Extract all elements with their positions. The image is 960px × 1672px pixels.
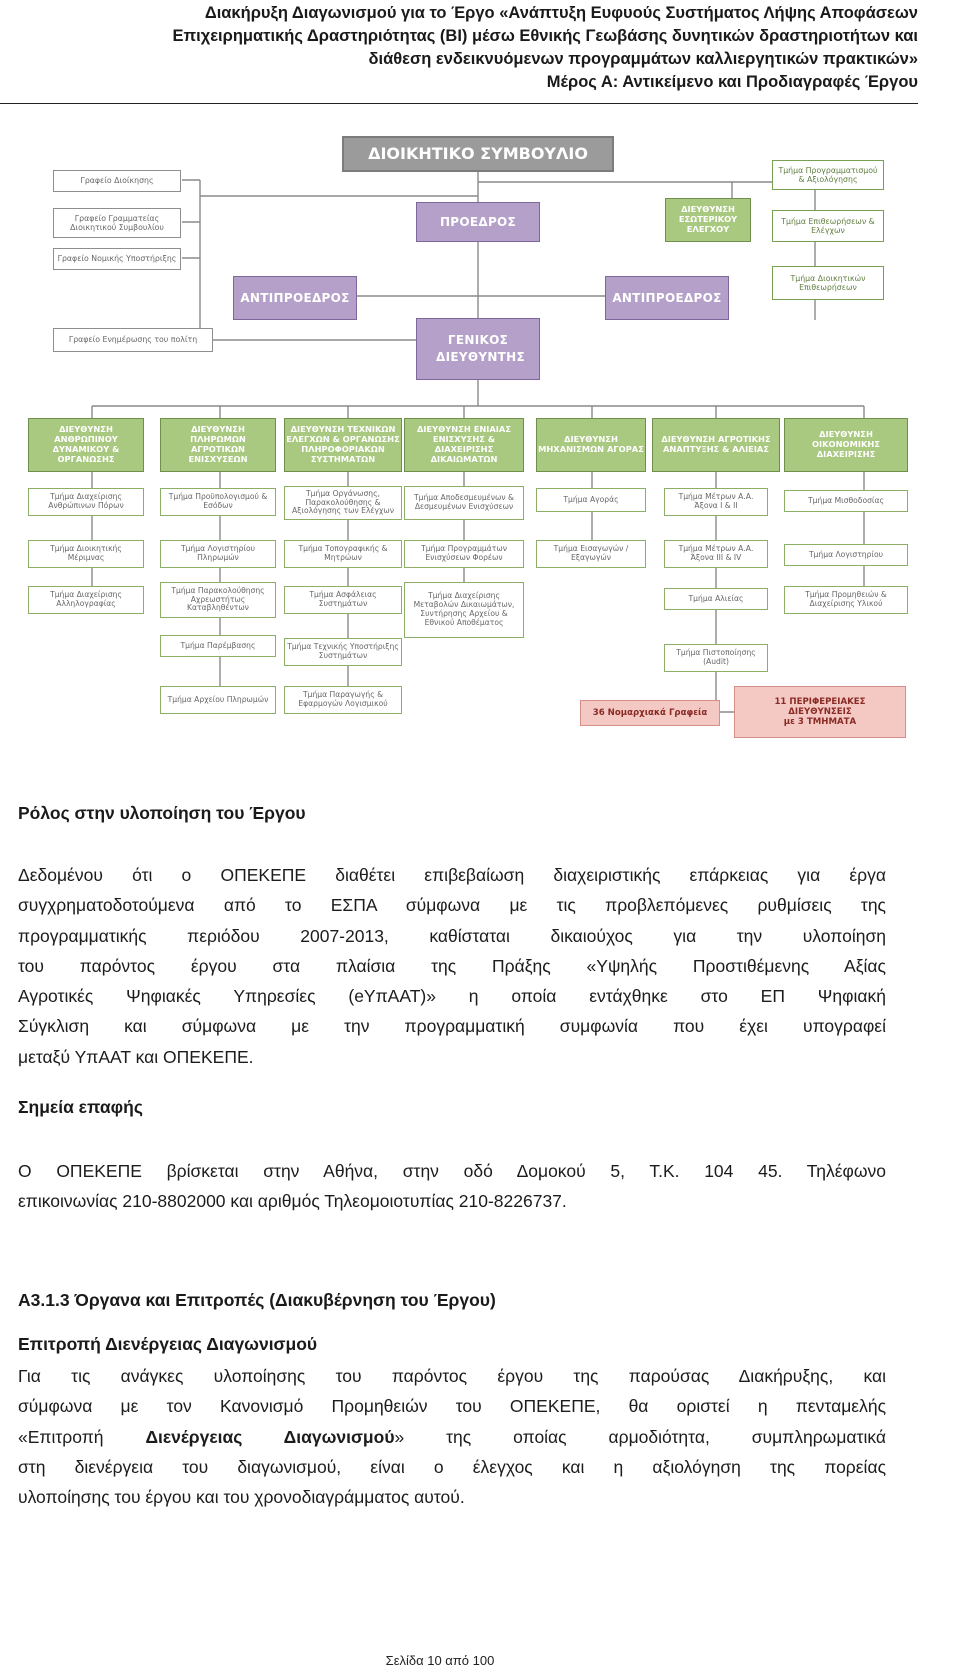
section-title-contact: Σημεία επαφής: [18, 1097, 143, 1117]
board-box: [342, 136, 614, 172]
directorate-financial-management: ΔΙΕΥΘΥΝΣΗ ΟΙΚΟΝΟΜΙΚΗΣ ΔΙΑΧΕΙΡΙΣΗΣ: [784, 418, 908, 472]
paragraph-contact: [18, 1156, 886, 1217]
page-header: [0, 0, 918, 94]
paragraph-line: Για τις ανάγκες υλοποίησης του παρόντος έργου της παρούσας Διακήρυξης, και: [18, 1366, 886, 1386]
paragraph-line: του παρόντος έργου στα πλαίσια της Πράξης «Υψηλής Προστιθέμενης Αξίας: [18, 955, 886, 976]
unit-budget-revenue: Τμήμα Προϋπολογισμού & Εσόδων: [160, 488, 276, 516]
paragraph-line: Ο ΟΠΕΚΕΠΕ βρίσκεται στην Αθήνα, στην οδό Δομοκού 5, Τ.Κ. 104 45. Τηλέφωνο: [18, 1161, 886, 1181]
page-number: Σελίδα 10 από 100: [385, 1653, 495, 1668]
directorate-single-payment: ΔΙΕΥΘΥΝΣΗ ΕΝΙΑΙΑΣ ΕΝΙΣΧΥΣΗΣ & ΔΙΑΧΕΙΡΙΣΗΣ ΔΙΚΑΙΩΜΑΤΩΝ: [404, 418, 524, 472]
board-label: ΔΙΟΙΚΗΤΙΚΟ ΣΥΜΒΟΥΛΙΟ: [368, 143, 588, 163]
paragraph-line: «Επιτροπή Διενέργειας Διαγωνισμού» της οποίας αρμοδιότητα, συμπληρωματικά: [18, 1426, 886, 1447]
vice-president-right-box: ΑΝΤΙΠΡΟΕΔΡΟΣ: [605, 276, 729, 320]
paragraph-line: Σύγκλιση και σύμφωνα με την προγραμματική συμφωνία που έχει υπογραφεί: [18, 1016, 886, 1037]
unit-imports-exports: Τμήμα Εισαγωγών / Εξαγωγών: [536, 540, 646, 568]
unit-undue-payments: Τμήμα Παρακολούθησης Αχρεωστήτως Καταβληθέντων: [160, 582, 276, 618]
header-divider: [0, 103, 918, 104]
unit-payments-accounting: Τμήμα Λογιστηρίου Πληρωμών: [160, 540, 276, 568]
president-box: ΠΡΟΕΔΡΟΣ: [416, 202, 540, 242]
unit-systems-security: Τμήμα Ασφάλειας Συστημάτων: [284, 586, 402, 614]
subsection-title-committee: Επιτροπή Διενέργειας Διαγωνισμού: [18, 1334, 318, 1354]
prefecture-offices-box: 36 Νομαρχιακά Γραφεία: [580, 700, 720, 726]
unit-bodies-aid-programs: Τμήμα Προγραμμάτων Ενισχύσεων Φορέων: [404, 540, 524, 568]
committee-name-bold: Διενέργειας Διαγωνισμού: [145, 1426, 395, 1447]
unit-hr-management: Τμήμα Διαχείρισης Ανθρώπινων Πόρων: [28, 488, 144, 516]
unit-market: Τμήμα Αγοράς: [536, 488, 646, 512]
unit-axis-1-2: Τμήμα Μέτρων Α.Α. Άξονα I & II: [664, 488, 768, 516]
unit-fisheries: Τμήμα Αλιείας: [664, 588, 768, 610]
unit-technical-support: Τμήμα Τεχνικής Υποστήριξης Συστημάτων: [284, 638, 402, 666]
header-line-3: διάθεση ενδεικνυόμενων προγραμμάτων καλλιεργητικών πρακτικών»: [368, 50, 918, 68]
regional-line-2: ΔΙΕΥΘΥΝΣΕΙΣ: [788, 706, 852, 717]
unit-entitlements-management: Τμήμα Διαχείρισης Μεταβολών Δικαιωμάτων, Συντήρησης Αρχείου & Εθνικού Αποθέματος: [404, 582, 524, 638]
regional-line-3: με 3 ΤΜΗΜΑΤΑ: [783, 717, 857, 728]
unit-decoupled-aid: Τμήμα Αποδεσμευμένων & Δεσμευμένων Ενισχύσεων: [404, 486, 524, 520]
unit-planning-evaluation: Τμήμα Προγραμματισμού & Αξιολόγησης: [772, 160, 884, 190]
unit-accounting: Τμήμα Λογιστηρίου: [784, 544, 908, 566]
internal-control-box: ΔΙΕΥΘΥΝΣΗ ΕΣΩΤΕΡΙΚΟΥ ΕΛΕΓΧΟΥ: [665, 198, 751, 242]
header-line-1: Διακήρυξη Διαγωνισμού για το Έργο «Ανάπτυξη Ευφυούς Συστήματος Λήψης Αποφάσεων: [204, 4, 918, 22]
paragraph-committee: [18, 1361, 886, 1512]
vice-president-left-box: ΑΝΤΙΠΡΟΕΔΡΟΣ: [233, 276, 357, 320]
directorate-human-resources: ΔΙΕΥΘΥΝΣΗ ΑΝΘΡΩΠΙΝΟΥ ΔΥΝΑΜΙΚΟΥ & ΟΡΓΑΝΩΣΗΣ: [28, 418, 144, 472]
paragraph-line: Δεδομένου ότι ο ΟΠΕΚΕΠΕ διαθέτει επιβεβαίωση διαχειριστικής επάρκειας για έργα: [18, 865, 886, 885]
unit-payroll: Τμήμα Μισθοδοσίας: [784, 490, 908, 512]
unit-correspondence: Τμήμα Διαχείρισης Αλληλογραφίας: [28, 586, 144, 614]
unit-certification: Τμήμα Πιστοποίησης (Audit): [664, 644, 768, 672]
unit-intervention: Τμήμα Παρέμβασης: [160, 635, 276, 657]
paragraph-line: Αγροτικές Ψηφιακές Υπηρεσίες (eΥπΑΑΤ)» η οποία εντάχθηκε στο ΕΠ Ψηφιακή: [18, 986, 886, 1007]
unit-administrative-care: Τμήμα Διοικητικής Μέριμνας: [28, 540, 144, 568]
paragraph-line: προγραμματικής περιόδου 2007-2013, καθίσταται δικαιούχος για την υλοποίηση: [18, 925, 886, 946]
office-board-secretariat: Γραφείο Γραμματείας Διοικητικού Συμβουλίου: [53, 208, 181, 238]
section-title-governance: Α3.1.3 Όργανα και Επιτροπές (Διακυβέρνηση του Έργου): [18, 1290, 496, 1310]
unit-administrative-inspections: Τμήμα Διοικητικών Επιθεωρήσεων: [772, 266, 884, 300]
unit-axis-3-4: Τμήμα Μέτρων Α.Α. Άξονα III & IV: [664, 540, 768, 568]
paragraph-line: στη διενέργεια του διαγωνισμού, είναι ο έλεγχος και η αξιολόγηση της πορείας: [18, 1456, 886, 1477]
directorate-rural-development: ΔΙΕΥΘΥΝΣΗ ΑΓΡΟΤΙΚΗΣ ΑΝΑΠΤΥΞΗΣ & ΑΛΙΕΙΑΣ: [652, 418, 780, 472]
unit-control-organization: Τμήμα Οργάνωσης, Παρακολούθησης & Αξιολόγησης των Ελέγχων: [284, 486, 402, 520]
header-line-2: Επιχειρηματικής Δραστηριότητας (BI) μέσω Εθνικής Γεωβάσης δυνητικών δραστηριοτήτων και: [172, 27, 918, 45]
unit-topography-registers: Τμήμα Τοπογραφικής & Μητρώων: [284, 540, 402, 568]
unit-payments-archive: Τμήμα Αρχείου Πληρωμών: [160, 686, 276, 714]
directorate-technical-controls: ΔΙΕΥΘΥΝΣΗ ΤΕΧΝΙΚΩΝ ΕΛΕΓΧΩΝ & ΟΡΓΑΝΩΣΗΣ ΠΛΗΡΟΦΟΡΙΑΚΩΝ ΣΥΣΤΗΜΑΤΩΝ: [284, 418, 402, 472]
paragraph-line: συγχρηματοδοτούμενα από το ΕΣΠΑ σύμφωνα με τις προβλεπόμενες ρυθμίσεις της: [18, 895, 886, 916]
general-director-box: ΓΕΝΙΚΟΣ ΔΙΕΥΘΥΝΤΗΣ: [416, 318, 540, 380]
paragraph-line: μεταξύ ΥπΑΑΤ και ΟΠΕΚΕΠΕ.: [18, 1046, 254, 1067]
unit-procurement: Τμήμα Προμηθειών & Διαχείρισης Υλικού: [784, 586, 908, 614]
unit-inspections-audits: Τμήμα Επιθεωρήσεων & Ελέγχων: [772, 210, 884, 242]
unit-software-production: Τμήμα Παραγωγής & Εφαρμογών Λογισμικού: [284, 686, 402, 714]
directorate-payments: ΔΙΕΥΘΥΝΣΗ ΠΛΗΡΩΜΩΝ ΑΓΡΟΤΙΚΩΝ ΕΝΙΣΧΥΣΕΩΝ: [160, 418, 276, 472]
header-line-4: Μέρος Α: Αντικείμενο και Προδιαγραφές Έργου: [546, 73, 918, 91]
paragraph-line: υλοποίησης του έργου και του χρονοδιαγράμματος αυτού.: [18, 1487, 465, 1508]
office-legal-support: Γραφείο Νομικής Υποστήριξης: [53, 248, 181, 270]
paragraph-line: σύμφωνα με τον Κανονισμό Προμηθειών του ΟΠΕΚΕΠΕ, θα οριστεί η πενταμελής: [18, 1396, 886, 1417]
regional-line-1: 11 ΠΕΡΙΦΕΡΕΙΑΚΕΣ: [774, 696, 866, 707]
office-administration: Γραφείο Διοίκησης: [53, 170, 181, 192]
section-title-role: Ρόλος στην υλοποίηση του Έργου: [18, 803, 306, 823]
directorate-market-mechanisms: ΔΙΕΥΘΥΝΣΗ ΜΗΧΑΝΙΣΜΩΝ ΑΓΟΡΑΣ: [536, 418, 646, 472]
office-citizen-information: Γραφείο Ενημέρωσης του πολίτη: [53, 328, 213, 352]
paragraph-line: επικοινωνίας 210-8802000 και αριθμός Τηλεομοιοτυπίας 210-8226737.: [18, 1191, 567, 1212]
regional-directorates-box: [734, 686, 906, 738]
org-chart: [0, 130, 960, 790]
paragraph-role: [18, 860, 886, 1072]
